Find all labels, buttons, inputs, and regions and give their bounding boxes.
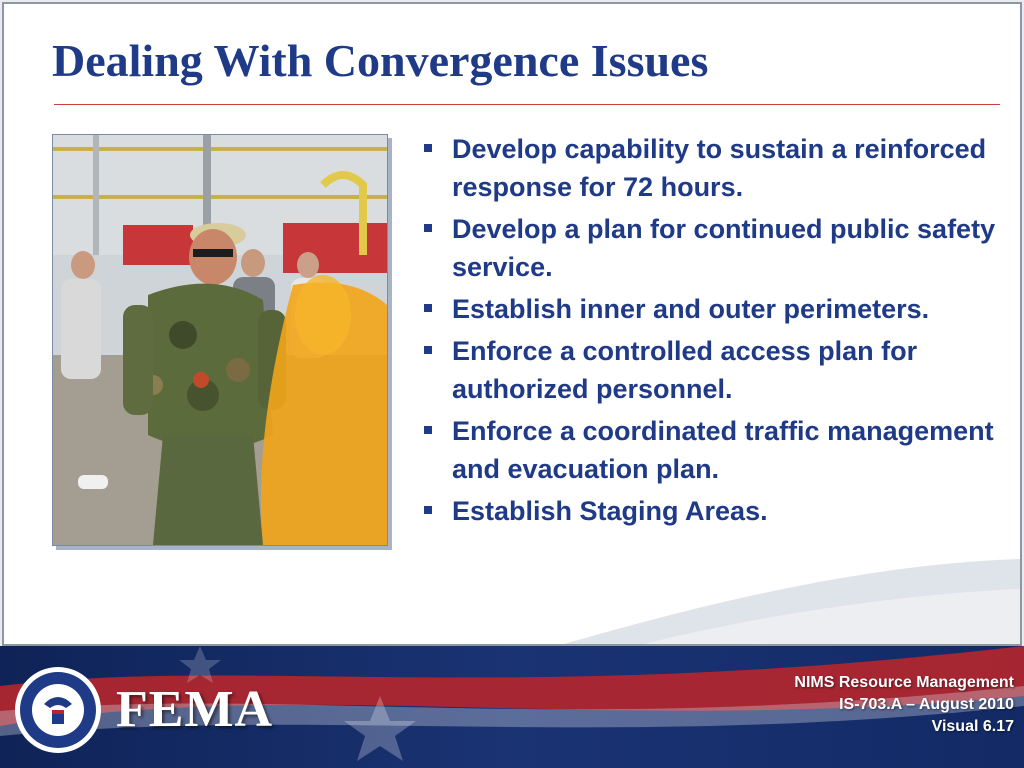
footer-banner (0, 646, 1024, 768)
responders-photo (52, 134, 388, 546)
dhs-seal-icon (14, 666, 102, 754)
course-id: IS-703.A – August 2010 (839, 696, 1014, 713)
bullet-item (420, 210, 1010, 286)
bullet-text: Establish inner and outer perimeters. (452, 294, 930, 324)
bullet-item (420, 290, 1010, 328)
bullet-item (420, 492, 1010, 530)
bullet-text: Establish Staging Areas. (452, 496, 768, 526)
bullet-item (420, 332, 1010, 408)
bullet-text: Enforce a controlled access plan for authorized personnel. (452, 336, 918, 404)
bullet-list (420, 130, 1010, 534)
footer-course-info (794, 672, 1014, 738)
visual-number: Visual 6.17 (931, 718, 1014, 735)
square-bullet-icon (424, 506, 432, 514)
square-bullet-icon (424, 346, 432, 354)
square-bullet-icon (424, 304, 432, 312)
slide-title: Dealing With Convergence Issues (52, 35, 709, 86)
bullet-item (420, 412, 1010, 488)
bullet-text: Enforce a coordinated traffic management and evacuation plan. (452, 416, 994, 484)
fema-logo: FEMA (116, 681, 274, 738)
square-bullet-icon (424, 144, 432, 152)
photo-illustration (53, 135, 387, 545)
bullet-text: Develop a plan for continued public safety service. (452, 214, 996, 282)
slide-frame (2, 2, 1022, 646)
course-title: NIMS Resource Management (794, 674, 1014, 691)
bullet-item (420, 130, 1010, 206)
square-bullet-icon (424, 426, 432, 434)
square-bullet-icon (424, 224, 432, 232)
title-divider (54, 104, 1000, 105)
bullet-text: Develop capability to sustain a reinforced response for 72 hours. (452, 134, 987, 202)
